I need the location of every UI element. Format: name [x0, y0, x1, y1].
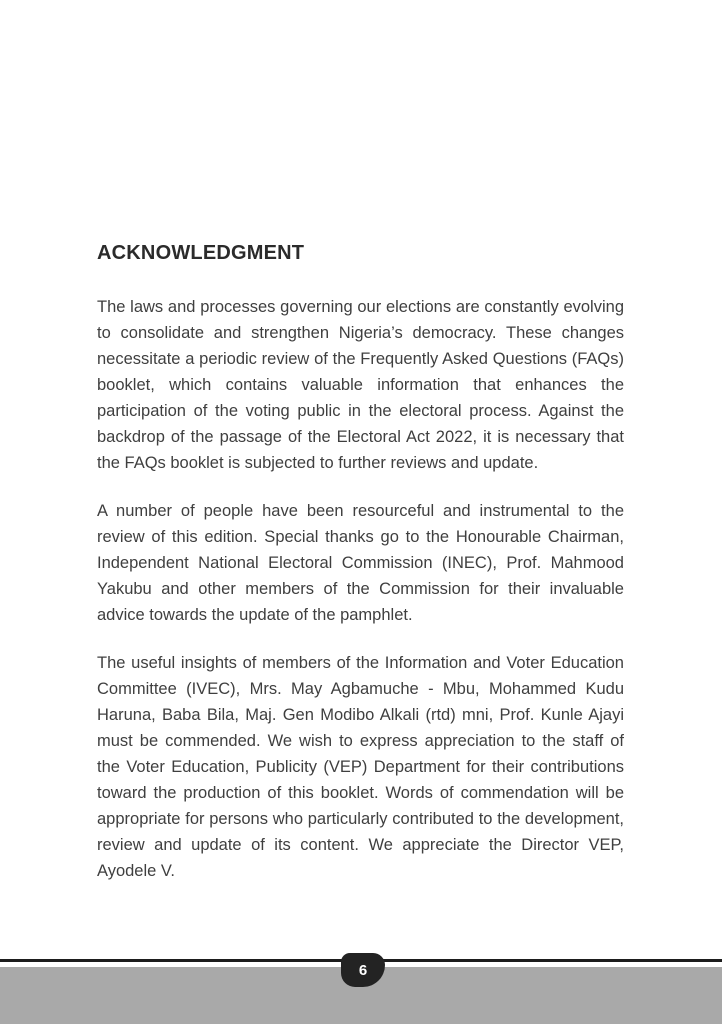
paragraph-acknowledgment-2: A number of people have been resourceful and instrumental to the review of this edition. Special thanks go to the Honourable Chairman, Independent National Electoral Commission (INEC), Prof. Mahmood Yakubu and other members of the Commission for their invaluable advice towards the update of the pamphlet.: [97, 502, 624, 624]
paragraph-acknowledgment-1: The laws and processes governing our elections are constantly evolving to consolidate and strengthen Nigeria’s democracy. These changes necessitate a periodic review of the Frequently Asked Questions (FAQs) booklet, which contains valuable information that enhances the participation of the voting public in the electoral process. Against the backdrop of the passage of the Electoral Act 2022, it is necessary that the FAQs booklet is subjected to further reviews and update.: [97, 298, 624, 472]
page-content: [97, 240, 624, 906]
page-title: ACKNOWLEDGMENT: [97, 242, 305, 264]
page-number: 6: [358, 961, 368, 979]
paragraph-acknowledgment-3: The useful insights of members of the Information and Voter Education Committee (IVEC), Mrs. May Agbamuche - Mbu, Mohammed Kudu Haruna, Baba Bila, Maj. Gen Modibo Alkali (rtd) mni, Prof. Kunle Ajayi must be commended. We wish to express appreciation to the staff of the Voter Education, Publicity (VEP) Department for their contributions toward the production of this booklet. Words of commendation will be appropriate for persons who particularly contributed to the development, review and update of its content. We appreciate the Director VEP, Ayodele V.: [97, 654, 624, 880]
